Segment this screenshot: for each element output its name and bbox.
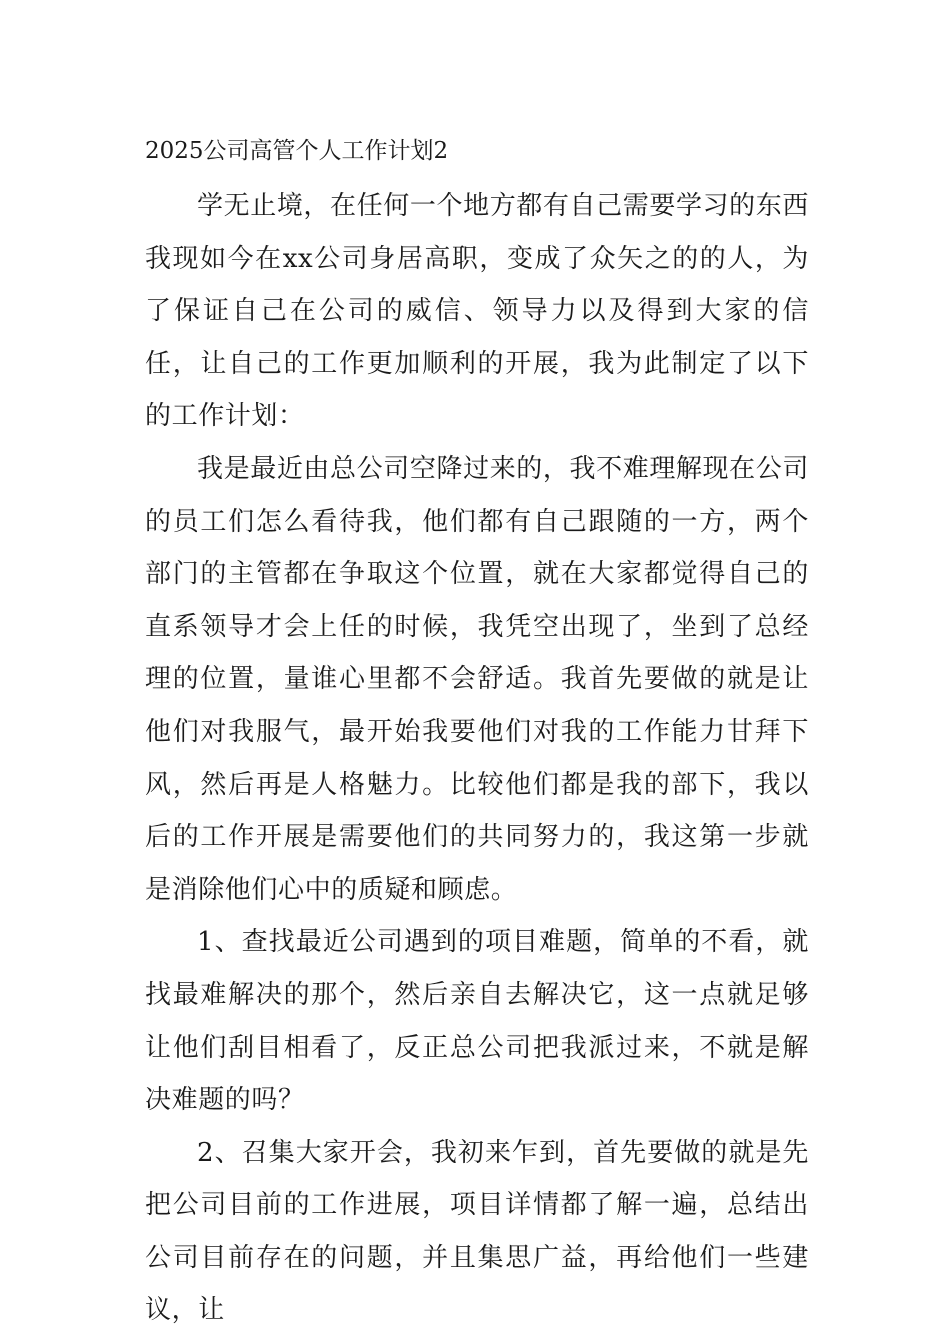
document-title: 2025公司高管个人工作计划2 xyxy=(145,138,449,164)
paragraph-intro: 学无止境，在任何一个地方都有自己需要学习的东西我现如今在xx公司身居高职，变成了众矢之的的人，为了保证自己在公司的威信、领导力以及得到大家的信任，让自己的工作更加顺利的开展，我为此制定了以下的工作计划： xyxy=(145,191,809,432)
paragraph-item-1: 1、查找最近公司遇到的项目难题，简单的不看，就找最难解决的那个，然后亲自去解决它，这一点就足够让他们刮目相看了，反正总公司把我派过来，不就是解决难题的吗？ xyxy=(145,927,809,1116)
document-body xyxy=(145,180,809,1337)
paragraph-background: 我是最近由总公司空降过来的，我不难理解现在公司的员工们怎么看待我，他们都有自己跟随的一方，两个部门的主管都在争取这个位置，就在大家都觉得自己的直系领导才会上任的时候，我凭空出现了，坐到了总经理的位置，量谁心里都不会舒适。我首先要做的就是让他们对我服气，最开始我要他们对我的工作能力甘拜下风，然后再是人格魅力。比较他们都是我的部下，我以后的工作开展是需要他们的共同努力的，我这第一步就是消除他们心中的质疑和顾虑。 xyxy=(145,453,809,905)
paragraph-item-2: 2、召集大家开会，我初来乍到，首先要做的就是先把公司目前的工作进展，项目详情都了解一遍，总结出公司目前存在的问题，并且集思广益，再给他们一些建议，让 xyxy=(145,1137,809,1326)
